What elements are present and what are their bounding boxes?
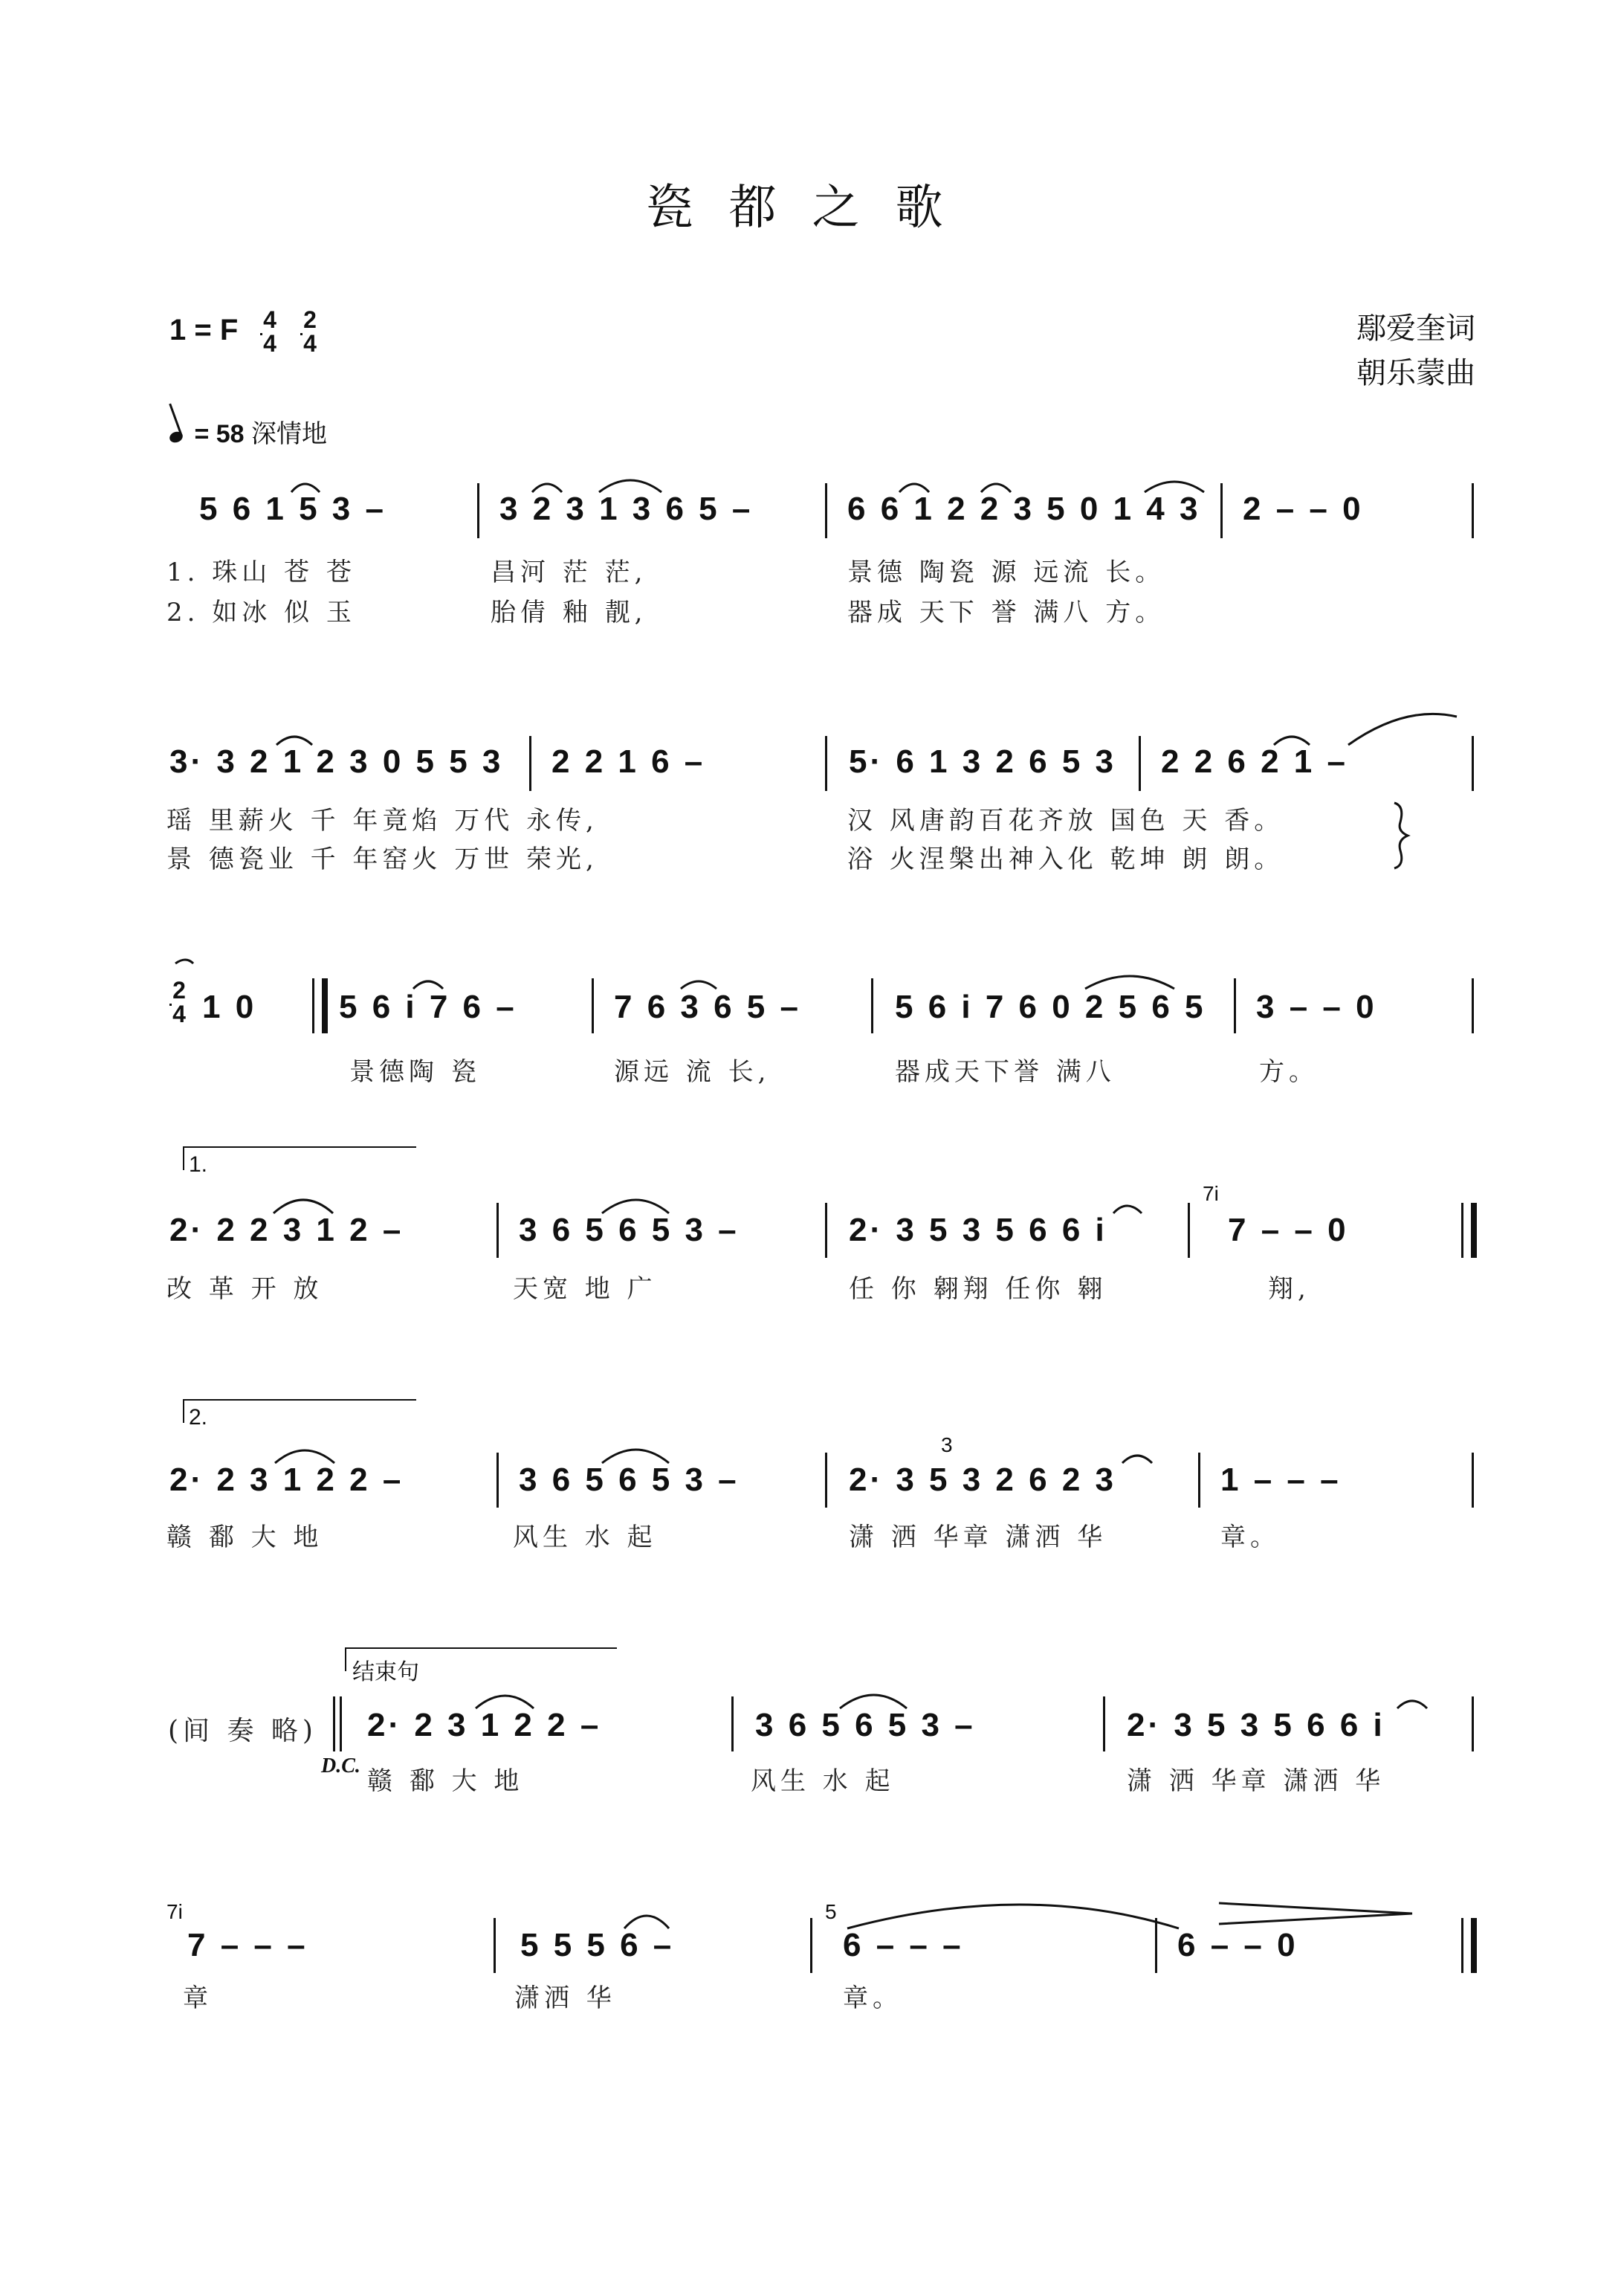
decrescendo-hairpin <box>1219 1903 1412 1924</box>
slur-mark <box>274 1200 333 1213</box>
measure: 6 6 1 2 2 3 5 0 1 4 3 <box>847 491 1201 527</box>
slur-mark <box>291 484 320 492</box>
measure: 3 – – 0 <box>1256 989 1377 1025</box>
lyric-verse-1: 昌河 茫 茫, <box>491 558 647 587</box>
time-sig-bottom: 4 <box>303 330 317 357</box>
slur-mark <box>840 1695 907 1708</box>
measure: 6 – – – <box>843 1927 964 1963</box>
lyricist: 鄢爱奎词 <box>1356 311 1475 346</box>
slur-mark <box>1113 1206 1142 1213</box>
lyric: 潇洒 华 <box>514 1983 616 2013</box>
lyric: 源远 流 长, <box>614 1057 771 1087</box>
slur-mark <box>624 1916 669 1928</box>
coda-label: 结束句 <box>352 1660 419 1685</box>
measure: 1 – – – <box>1220 1462 1342 1498</box>
measure: 6 – – 0 <box>1177 1927 1298 1963</box>
slur-mark <box>981 484 1011 492</box>
measure: 3 6 5 6 5 3 – <box>519 1462 740 1498</box>
slur-mark <box>1274 737 1310 745</box>
measure: 2· 2 3 1 2 2 – <box>367 1707 602 1743</box>
grace-note: 3 <box>941 1433 953 1456</box>
song-title: 瓷都之歌 <box>645 181 979 236</box>
measure: 7 – – 0 <box>1228 1212 1349 1248</box>
measure: 1 0 <box>202 989 257 1025</box>
measure: 3 2 3 1 3 6 5 – <box>499 491 754 527</box>
lyric: 章。 <box>1220 1522 1280 1552</box>
measure: 5 6 1 5 3 – <box>199 491 386 527</box>
lyric-verse-2: 胎倩 釉 靓, <box>491 598 647 627</box>
tempo-expression: 深情地 <box>251 419 328 449</box>
measure: 7 – – – <box>187 1927 308 1963</box>
time-sig-top: 2 <box>172 977 186 1004</box>
dc-marking: D.C. <box>321 1754 360 1777</box>
measure: 2· 3 5 3 2 6 2 3 <box>849 1462 1116 1498</box>
slur-mark <box>276 737 312 745</box>
volta-label: 2. <box>189 1405 208 1430</box>
measure: 5 6 i 7 6 – <box>339 989 517 1025</box>
slur-mark <box>413 981 443 989</box>
lyric: 潇 洒 华章 潇洒 华 <box>849 1522 1107 1552</box>
measure: 5 6 i 7 6 0 2 5 6 5 <box>895 989 1206 1025</box>
lyric: 潇 洒 华章 潇洒 华 <box>1127 1766 1385 1796</box>
measure: 2· 3 5 3 5 6 6 i <box>849 1212 1107 1248</box>
composer: 朝乐蒙曲 <box>1356 356 1475 390</box>
lyric: 翔, <box>1268 1274 1310 1304</box>
slur-mark <box>602 1200 669 1213</box>
lyric: 景德陶 瓷 <box>349 1057 481 1087</box>
slur-mark <box>599 480 661 492</box>
slur-mark <box>1122 1456 1152 1463</box>
lyric: 方。 <box>1259 1057 1319 1087</box>
lyric-verse-1: 瑶 里薪火 千 年竟焰 万代 永传, <box>166 806 598 836</box>
measure: 2 – – 0 <box>1243 491 1364 527</box>
interlude-note: (间 奏 略) <box>168 1716 317 1746</box>
slur-mark <box>476 1696 534 1708</box>
lyric: 赣 鄱 大 地 <box>166 1522 323 1552</box>
lyric: 风生 水 起 <box>513 1522 657 1552</box>
verse-brace <box>1394 803 1408 868</box>
lyric-verse-1: 景德 陶瓷 源 远流 长。 <box>847 558 1165 587</box>
lyric-verse-1: 汉 风唐韵百花齐放 国色 天 香。 <box>847 806 1284 836</box>
lyric: 器成天下誉 满八 <box>895 1057 1116 1087</box>
lyric-verse-2: 器成 天下 誉 满八 方。 <box>847 598 1165 627</box>
lyric: 天宽 地 广 <box>513 1274 657 1304</box>
lyric: 章 <box>183 1983 213 2013</box>
slur-mark <box>175 960 193 963</box>
slur-mark <box>1145 482 1204 492</box>
lyric: 改 革 开 放 <box>166 1274 323 1304</box>
slur-mark <box>1348 714 1457 745</box>
measure: 3· 3 2 1 2 3 0 5 5 3 <box>169 743 504 780</box>
measure: 2 2 6 2 1 – <box>1161 743 1348 780</box>
lyric-verse-2: 浴 火涅槃出神入化 乾坤 朗 朗。 <box>847 845 1284 874</box>
measure: 3 6 5 6 5 3 – <box>755 1707 976 1743</box>
lyric-verse-2: 景 德瓷业 千 年窑火 万世 荣光, <box>166 845 598 874</box>
measure: 5· 6 1 3 2 6 5 3 <box>849 743 1116 780</box>
measure: 7 6 3 6 5 – <box>614 989 801 1025</box>
volta-label: 1. <box>189 1152 208 1177</box>
time-sig-bottom: 4 <box>172 1001 186 1027</box>
key-signature: 1 = F <box>169 314 239 346</box>
slur-mark <box>1085 976 1174 989</box>
lyric-verse-2: 2. 如冰 似 玉 <box>166 598 356 627</box>
time-sig-top: 2 <box>303 306 317 333</box>
measure: 2 2 1 6 – <box>551 743 706 780</box>
measure: 2· 2 3 1 2 2 – <box>169 1462 404 1498</box>
slur-mark <box>602 1450 669 1463</box>
lyric: 风生 水 起 <box>751 1766 895 1796</box>
slur-mark <box>532 484 562 492</box>
slur-mark <box>681 981 716 989</box>
grace-note: 7i <box>166 1900 183 1923</box>
slur-mark <box>275 1450 334 1463</box>
slur-mark <box>899 484 929 492</box>
measure: 2· 2 2 3 1 2 – <box>169 1212 404 1248</box>
lyric-verse-1: 1. 珠山 苍 苍 <box>166 558 356 587</box>
measure: 2· 3 5 3 5 6 6 i <box>1127 1707 1385 1743</box>
time-sig-bottom: 4 <box>263 330 276 357</box>
measure: 3 6 5 6 5 3 – <box>519 1212 740 1248</box>
tempo-bpm: = 58 <box>194 420 245 448</box>
time-sig-top: 4 <box>263 306 276 333</box>
grace-note: 7i <box>1203 1182 1219 1205</box>
lyric: 任 你 翱翔 任你 翱 <box>849 1274 1107 1304</box>
slur-mark <box>1397 1701 1427 1708</box>
grace-note: 5 <box>825 1900 837 1923</box>
slur-mark <box>847 1905 1179 1928</box>
lyric: 章。 <box>843 1983 902 2013</box>
measure: 5 5 5 6 – <box>520 1927 675 1963</box>
lyric: 赣 鄱 大 地 <box>367 1766 524 1796</box>
